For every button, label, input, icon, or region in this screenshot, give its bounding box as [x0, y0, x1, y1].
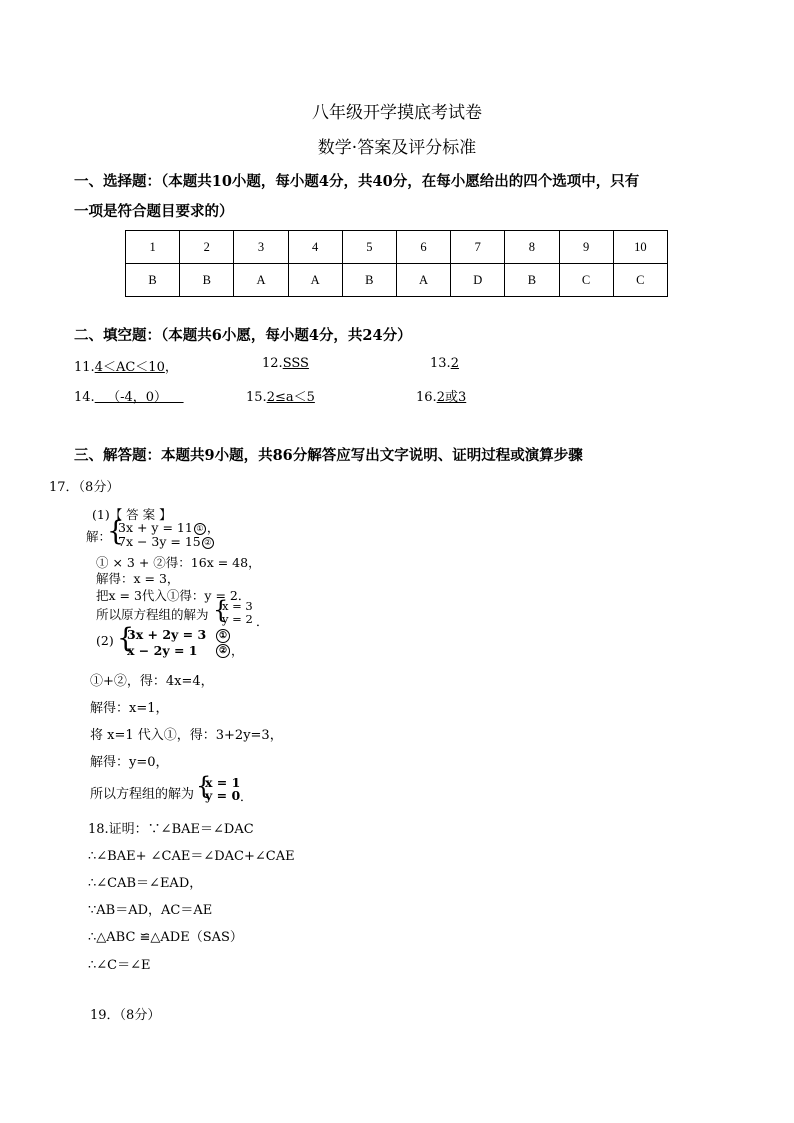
fill-answer-11: [74, 356, 178, 375]
fill-answer-14: [74, 386, 184, 405]
q18-line-6: ∴∠C＝∠E: [88, 958, 151, 973]
q17-eq4: x − 2y = 1: [127, 642, 198, 658]
q17-sol1b: y = 2: [222, 612, 253, 626]
question-number: 6: [396, 231, 450, 264]
q17-jie: 解：: [86, 529, 112, 544]
q17-step4: [96, 605, 209, 623]
answer-cell: A: [234, 264, 288, 297]
q17-eq1: 3x + y = 11: [118, 520, 193, 535]
section2-heading: 二、填空题：（本题共6小愿，每小题4分，共24分）: [74, 327, 412, 344]
q12-number: 12.: [262, 356, 283, 371]
answer-cell: C: [559, 264, 613, 297]
question-number: 10: [613, 231, 667, 264]
q16-number: 16.: [416, 390, 437, 405]
answer-table-question-row: [126, 231, 668, 264]
answer-cell: D: [451, 264, 505, 297]
answer-cell: B: [342, 264, 396, 297]
q18-line-4: ∵AB＝AD，AC＝AE: [88, 903, 213, 918]
answer-cell: A: [396, 264, 450, 297]
q17-comma: ，: [231, 642, 244, 658]
q17-part2-label: (2): [96, 633, 114, 648]
question-number: 5: [342, 231, 396, 264]
question-number: 1: [126, 231, 180, 264]
q19-label: 19．（8分）: [90, 1008, 161, 1023]
q17-line-c: 将 x=1 代入①，得：3+2y=3，: [90, 728, 283, 743]
q17-eq2-row: [118, 535, 219, 549]
q17-line-a: ①+②，得：4x=4，: [90, 674, 214, 689]
circled-two: ②: [216, 644, 230, 658]
q11-answer: 4＜AC＜10: [94, 360, 165, 375]
question-number: 4: [288, 231, 342, 264]
q17-eq3: 3x + 2y = 3: [127, 627, 207, 642]
answer-table: [125, 230, 668, 297]
q17-step3: 把x = 3代入①得：y = 2．: [96, 588, 251, 603]
circled-one: ①: [216, 629, 230, 643]
solution-brace: {: [213, 596, 229, 624]
q17-line-e-tail: ．: [240, 789, 253, 804]
q17-label: 17．（8分）: [49, 480, 120, 495]
q17-step1: ① × 3 + ②得：16x = 48，: [96, 555, 261, 570]
q15-answer: 2≤a＜5: [266, 390, 315, 405]
q12-answer: SSS: [282, 356, 309, 371]
q17-system2: [127, 627, 244, 658]
fill-answer-16: [416, 386, 466, 405]
question-number: 3: [234, 231, 288, 264]
circled-two: ②: [202, 537, 214, 549]
q17-sol1a: x = 3: [222, 599, 253, 613]
q14-number: 14.: [74, 390, 95, 405]
q17-part1-label: (1)【 答 案 】: [92, 507, 172, 522]
q17-eq1-row: [118, 521, 219, 535]
q17-system1: [118, 521, 219, 549]
page-title: 八年级开学摸底考试卷: [312, 103, 482, 123]
q17-eq2: 7x − 3y = 15: [118, 534, 201, 549]
q11-tail: ，: [164, 360, 178, 375]
q13-number: 13.: [430, 356, 451, 371]
fill-answer-13: [430, 356, 459, 371]
q18-line-1: 18.证明：∵∠BAE＝∠DAC: [88, 822, 254, 837]
q17-step4-tail: ．: [256, 614, 269, 629]
q11-number: 11.: [74, 360, 95, 375]
q17-comma: ，: [206, 520, 220, 535]
q18-line-5: ∴△ABC ≌△ADE（SAS）: [88, 930, 243, 945]
page-subtitle: 数学·答案及评分标准: [317, 138, 477, 158]
question-number: 2: [180, 231, 234, 264]
section3-heading: 三、解答题：本题共9小题，共86分解答应写出文字说明、证明过程或演算步骤: [74, 447, 583, 464]
q18-line-2: ∴∠BAE+ ∠CAE＝∠DAC+∠CAE: [88, 849, 295, 864]
answer-cell: C: [613, 264, 667, 297]
fill-answer-12: [262, 356, 309, 371]
answer-cell: B: [180, 264, 234, 297]
answer-table-answer-row: [126, 264, 668, 297]
solution-brace: {: [196, 772, 212, 800]
question-number: 7: [451, 231, 505, 264]
q13-answer: 2: [450, 356, 459, 371]
q17-line-e: 所以方程组的解为: [90, 787, 195, 802]
q17-line-d: 解得：y=0，: [90, 755, 169, 770]
q17-eq4-row: [127, 643, 244, 659]
q17-eq3-row: [127, 627, 244, 643]
system-brace: {: [117, 623, 135, 654]
answer-cell: A: [288, 264, 342, 297]
q17-sol2a: x = 1: [205, 775, 241, 790]
q18-line-3: ∴∠CAB＝∠EAD，: [88, 876, 203, 891]
q17-line-b: 解得：x=1，: [90, 701, 169, 716]
fill-answer-15: [246, 386, 315, 405]
circled-one: ①: [194, 523, 206, 535]
q17-step4-text: 所以原方程组的解为: [96, 607, 209, 622]
q16-answer: 2或3: [436, 390, 467, 405]
q17-sol2b: y = 0: [205, 788, 241, 803]
answer-cell: B: [126, 264, 180, 297]
q15-number: 15.: [246, 390, 267, 405]
question-number: 9: [559, 231, 613, 264]
section1-heading: 一、选择题：（本题共10小题，每小题4分，共40分，在每小愿给出的四个选项中，只有: [74, 173, 640, 190]
section1-heading-cont: 一项是符合题目要求的）: [74, 203, 234, 220]
q17-step2: 解得：x = 3，: [96, 571, 180, 586]
answer-cell: B: [505, 264, 559, 297]
q17-solution1: [222, 600, 253, 626]
q14-answer: （-4，0）: [94, 390, 184, 405]
system-brace: {: [107, 516, 125, 547]
q17-solution2: [205, 776, 240, 802]
question-number: 8: [505, 231, 559, 264]
